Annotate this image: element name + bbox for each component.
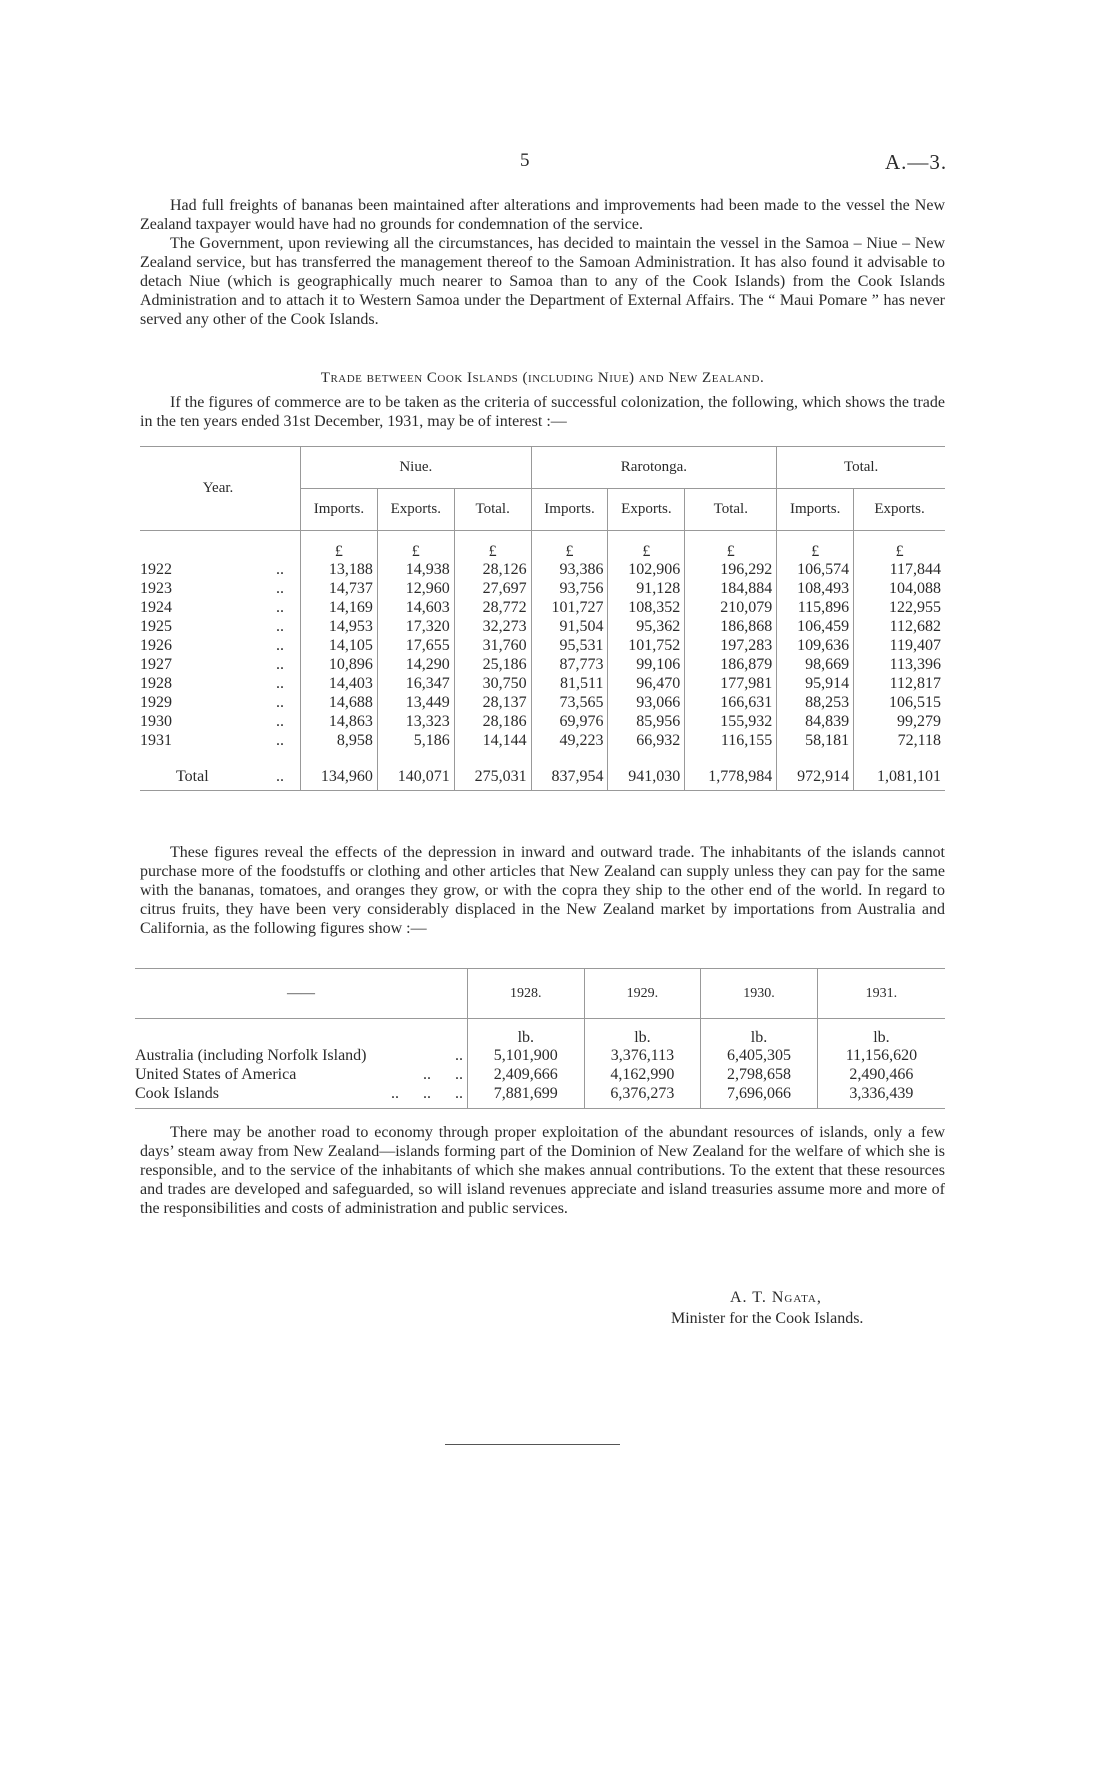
page-number: 5 [520,150,530,171]
rarotonga-total: 166,631 [685,694,777,713]
leader-dots: .. [276,675,284,692]
total-exports: 117,844 [854,561,945,580]
niue-imports: 14,863 [301,713,378,732]
year-cell: 1927 [140,656,172,673]
rarotonga-exports: 102,906 [608,561,685,580]
leader-dots: .. [276,580,284,597]
signature-name: A. T. Ngata, [730,1289,822,1306]
niue-imports: 14,169 [301,599,378,618]
signature-role: Minister for the Cook Islands. [671,1310,864,1327]
rarotonga-total: 186,879 [685,656,777,675]
niue-total: 14,144 [454,732,531,751]
niue-exports: 5,186 [377,732,454,751]
rarotonga-exports: 101,752 [608,637,685,656]
paragraph-text: If the figures of commerce are to be taken as the criteria of successful colonization, the following, which shows the trade in the ten years ended 31st December, 1931, may be of interest :— [140,394,945,430]
rarotonga-imports: 95,531 [531,637,608,656]
section-title: Trade between Cook Islands (including Niue) and New Zealand. [320,370,765,386]
table-row [140,656,945,675]
value-1931: 2,490,466 [817,1066,945,1085]
total-imports: 98,669 [777,656,854,675]
year-header: 1929. [584,969,701,1019]
rarotonga-total: 116,155 [685,732,777,751]
total-exports-total: 1,081,101 [854,765,945,791]
table-row [140,580,945,599]
niue-imports: 14,688 [301,694,378,713]
niue-imports: 13,188 [301,561,378,580]
rarotonga-imports: 93,386 [531,561,608,580]
rarotonga-grand-total: 1,778,984 [685,765,777,791]
table-row [135,1066,945,1085]
niue-imports: 10,896 [301,656,378,675]
total-label: Total [176,768,209,786]
total-exports: 106,515 [854,694,945,713]
unit-row [135,1019,945,1047]
paragraph-depression [140,843,945,938]
niue-total: 30,750 [454,675,531,694]
table-row [140,732,945,751]
value-1928: 7,881,699 [468,1085,585,1109]
rarotonga-imports: 49,223 [531,732,608,751]
total-exports: 99,279 [854,713,945,732]
leader-dots: .. .. [423,1066,463,1083]
total-exports: 122,955 [854,599,945,618]
total-imports: 106,574 [777,561,854,580]
year-header: 1930. [701,969,818,1019]
rarotonga-imports: 73,565 [531,694,608,713]
col-header: Exports. [377,489,454,531]
niue-exports: 12,960 [377,580,454,599]
value-1931: 3,336,439 [817,1085,945,1109]
unit-cell: £ [685,531,777,561]
group-header-niue: Niue. [301,447,532,489]
rarotonga-imports: 101,727 [531,599,608,618]
unit-cell: £ [777,531,854,561]
value-1930: 7,696,066 [701,1085,818,1109]
niue-exports: 17,320 [377,618,454,637]
total-exports: 113,396 [854,656,945,675]
row-label: Cook Islands [135,1084,219,1102]
niue-grand-total: 275,031 [454,765,531,791]
niue-total: 31,760 [454,637,531,656]
leader-dots: .. [276,713,284,730]
rarotonga-exports: 91,128 [608,580,685,599]
niue-imports: 14,953 [301,618,378,637]
table-row [135,1047,945,1066]
leader-dots: .. [276,656,284,673]
rarotonga-total: 196,292 [685,561,777,580]
rarotonga-imports: 81,511 [531,675,608,694]
value-1931: 11,156,620 [817,1047,945,1066]
table-row [140,713,945,732]
niue-imports: 14,737 [301,580,378,599]
year-cell: 1926 [140,637,172,654]
table-row [140,561,945,580]
niue-exports: 14,603 [377,599,454,618]
value-1929: 6,376,273 [584,1085,701,1109]
rarotonga-total: 210,079 [685,599,777,618]
unit-cell: £ [531,531,608,561]
value-1930: 6,405,305 [701,1047,818,1066]
unit-cell: £ [454,531,531,561]
niue-total: 28,126 [454,561,531,580]
leader-dots: .. [276,618,284,635]
value-1929: 4,162,990 [584,1066,701,1085]
trade-table [140,446,945,791]
rarotonga-total: 177,981 [685,675,777,694]
group-header-rarotonga: Rarotonga. [531,447,777,489]
niue-total: 28,772 [454,599,531,618]
paragraph-text: The Government, upon reviewing all the circumstances, has decided to maintain the vessel in the Samoa – Niue – New Zealand service, but has transferred the management thereof to the Samoan Administration. It has also found it advisable to detach Niue (which is geographically much nearer to Samoa than to any of the Cook Islands) from the Cook Islands Administration and to attach it to Western Samoa under the Department of External Affairs. The “ Maui Pomare ” has never served any other of the Cook Islands. [140,235,945,328]
leader-dots: .. [276,732,284,749]
rarotonga-exports: 85,956 [608,713,685,732]
col-header: Imports. [777,489,854,531]
paragraph-text: Had full freights of bananas been maintained after alterations and improvements had been made to the vessel the New Zealand taxpayer would have had no grounds for condemnation of the service. [140,197,945,233]
table-row [140,637,945,656]
total-imports: 84,839 [777,713,854,732]
rarotonga-imports: 87,773 [531,656,608,675]
total-row [140,765,945,791]
total-imports: 95,914 [777,675,854,694]
rarotonga-total: 186,868 [685,618,777,637]
niue-exports: 14,290 [377,656,454,675]
col-header: Total. [454,489,531,531]
niue-total: 28,137 [454,694,531,713]
table-row [140,675,945,694]
niue-exports: 13,449 [377,694,454,713]
total-imports: 58,181 [777,732,854,751]
value-1928: 2,409,666 [468,1066,585,1085]
niue-exports: 16,347 [377,675,454,694]
unit-row [140,531,945,561]
col-header: Imports. [301,489,378,531]
year-header: 1928. [468,969,585,1019]
rarotonga-exports-total: 941,030 [608,765,685,791]
year-cell: 1929 [140,694,172,711]
niue-exports: 14,938 [377,561,454,580]
table-row [140,618,945,637]
paragraph-government [140,234,945,329]
table-row [140,694,945,713]
total-imports: 88,253 [777,694,854,713]
col-header: Total. [685,489,777,531]
unit-cell: £ [608,531,685,561]
total-imports: 115,896 [777,599,854,618]
rarotonga-exports: 99,106 [608,656,685,675]
leader-dots: .. [276,637,284,654]
col-header: Exports. [608,489,685,531]
rarotonga-imports-total: 837,954 [531,765,608,791]
leader-dots: .. [276,768,284,786]
total-imports: 106,459 [777,618,854,637]
year-cell: 1930 [140,713,172,730]
unit-cell: £ [301,531,378,561]
year-cell: 1925 [140,618,172,635]
leader-dots: .. [455,1047,463,1064]
total-exports: 119,407 [854,637,945,656]
total-exports: 112,682 [854,618,945,637]
unit-cell: £ [854,531,945,561]
rarotonga-imports: 91,504 [531,618,608,637]
paragraph-economy [140,1123,945,1218]
value-1928: 5,101,900 [468,1047,585,1066]
row-label: United States of America [135,1066,297,1083]
group-header-total: Total. [777,447,945,489]
niue-total: 27,697 [454,580,531,599]
leader-dots: .. [276,561,284,578]
table-row [135,1085,945,1109]
year-header: 1931. [817,969,945,1019]
year-cell: 1931 [140,732,172,749]
rarotonga-imports: 93,756 [531,580,608,599]
unit-cell: lb. [817,1019,945,1047]
paragraph-freights [140,196,945,234]
col-header: Exports. [854,489,945,531]
total-exports: 112,817 [854,675,945,694]
niue-imports: 8,958 [301,732,378,751]
niue-imports-total: 134,960 [301,765,378,791]
page-header [0,150,1114,180]
table-row [140,599,945,618]
rarotonga-exports: 93,066 [608,694,685,713]
total-exports: 104,088 [854,580,945,599]
rarotonga-total: 197,283 [685,637,777,656]
rarotonga-imports: 69,976 [531,713,608,732]
niue-exports-total: 140,071 [377,765,454,791]
niue-total: 25,186 [454,656,531,675]
total-imports: 108,493 [777,580,854,599]
rarotonga-exports: 96,470 [608,675,685,694]
row-label: Australia (including Norfolk Island) [135,1047,367,1064]
year-cell: 1923 [140,580,172,597]
corner-dash: —— [287,985,315,1001]
paragraph-text: These figures reveal the effects of the depression in inward and outward trade. The inhabitants of the islands cannot purchase more of the foodstuffs or clothing and other articles that New Zealand can supply unless they can pay for the same with the bananas, tomatoes, and oranges they grow, or with the copra they ship to the other end of the world. In regard to citrus fruits, they have been very considerably displaced in the New Zealand market by importations from Australia and California, as the following figures show :— [140,844,945,937]
paragraph-text: There may be another road to economy through proper exploitation of the abundant resources of islands, only a few days’ steam away from New Zealand—islands forming part of the Dominion of New Zealand for the welfare of which she is responsible, and to the service of the inhabitants of which she makes annual contributions. To the extent that these resources and trades are developed and safeguarded, so will island revenues appreciate and island treasuries assume more and more of the responsibilities and costs of administration and public services. [140,1124,945,1217]
citrus-table [135,968,945,1109]
rarotonga-total: 184,884 [685,580,777,599]
unit-cell: lb. [468,1019,585,1047]
value-1930: 2,798,658 [701,1066,818,1085]
unit-cell: £ [377,531,454,561]
year-cell: 1924 [140,599,172,616]
rarotonga-total: 155,932 [685,713,777,732]
niue-total: 28,186 [454,713,531,732]
total-exports: 72,118 [854,732,945,751]
niue-imports: 14,403 [301,675,378,694]
end-rule [445,1444,620,1445]
unit-cell: lb. [584,1019,701,1047]
leader-dots: .. [276,599,284,616]
niue-exports: 13,323 [377,713,454,732]
rarotonga-exports: 66,932 [608,732,685,751]
rarotonga-exports: 95,362 [608,618,685,637]
unit-cell: lb. [701,1019,818,1047]
total-imports-total: 972,914 [777,765,854,791]
leader-dots: .. .. .. [391,1084,463,1102]
paragraph-intro-table [140,393,945,431]
leader-dots: .. [276,694,284,711]
rarotonga-exports: 108,352 [608,599,685,618]
niue-imports: 14,105 [301,637,378,656]
total-imports: 109,636 [777,637,854,656]
year-cell: 1928 [140,675,172,692]
document-reference: A.—3. [885,150,948,174]
col-header: Imports. [531,489,608,531]
year-header: Year. [202,480,234,496]
year-cell: 1922 [140,561,172,578]
value-1929: 3,376,113 [584,1047,701,1066]
niue-exports: 17,655 [377,637,454,656]
niue-total: 32,273 [454,618,531,637]
